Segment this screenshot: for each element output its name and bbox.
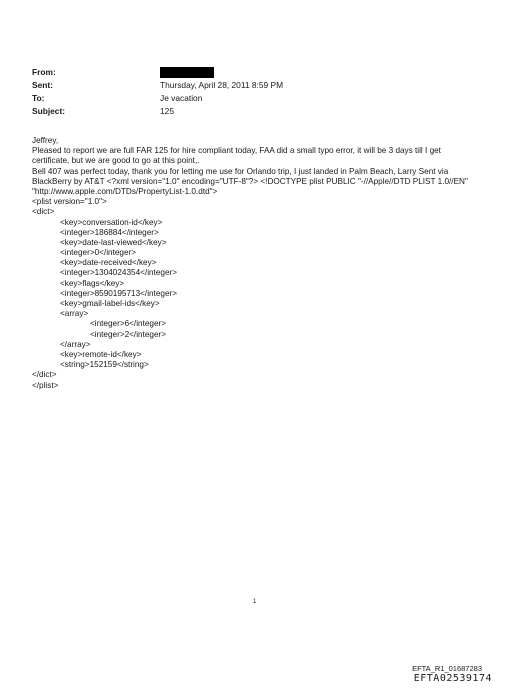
plist-array-line: <integer>2</integer> [90, 329, 167, 339]
to-row [32, 92, 472, 105]
to-value: Je vacation [160, 93, 203, 103]
sent-row [32, 79, 472, 92]
plist-line: <key>flags</key> [60, 278, 125, 288]
plist-line: <key>gmail-label-ids</key> [60, 299, 160, 308]
subject-value: 125 [160, 106, 174, 116]
plist-line: </plist> [32, 380, 59, 390]
plist-line: <integer>1304024354</integer> [60, 268, 178, 278]
from-row [32, 66, 472, 79]
plist-line: <key>remote-id</key> [60, 349, 142, 359]
plist-line: <string>152159</string> [60, 360, 149, 370]
body-line: BlackBerry by AT&T <?xml version="1.0" encoding="UTF-8"?> <!DOCTYPE plist PUBLIC "-//Apple//DTD PLIST 1.0//EN" [32, 176, 468, 186]
plist-line: </dict> [32, 370, 57, 380]
body-line: "http://www.apple.com/DTDs/PropertyList-1.0.dtd"> [32, 186, 218, 196]
plist-line: <integer>186884</integer> [60, 227, 159, 237]
from-value-redacted [160, 66, 214, 79]
email-header [32, 66, 472, 118]
greeting: Jeffrey, [32, 136, 59, 145]
sent-value: Thursday, April 28, 2011 8:59 PM [160, 80, 284, 90]
plist-line: </array> [60, 339, 91, 349]
page-number: 1 [253, 599, 257, 605]
body-line: Bell 407 was perfect today, thank you for letting me use for Orlando trip, I just landed in Palm Beach, Larry Sent via [32, 166, 449, 176]
sent-label: Sent: [32, 80, 53, 90]
plist-line: <key>date-received</key> [60, 258, 157, 268]
subject-label: Subject: [32, 106, 66, 116]
redaction-box [160, 67, 214, 78]
to-label: To: [32, 93, 45, 103]
plist-array-line: <integer>6</integer> [90, 319, 167, 329]
plist-line: <key>conversation-id</key> [60, 217, 163, 227]
plist-line: <integer>8590195713</integer> [60, 288, 178, 298]
body-line: Pleased to report we are full FAR 125 for hire compliant today, FAA did a small typo error, it will be 3 days till I get [32, 146, 441, 156]
subject-row [32, 105, 472, 118]
plist-line: <integer>0</integer> [60, 248, 137, 258]
plist-line: <key>date-last-viewed</key> [60, 237, 167, 247]
body-line: <plist version="1.0"> [32, 197, 107, 207]
from-label: From: [32, 67, 56, 77]
plist-line: <array> [60, 309, 89, 319]
body-line: <dict> [32, 207, 55, 217]
bates-stamp-secondary: EFTA02539174 [413, 673, 492, 684]
bates-stamp-primary: EFTA_R1_01687283 [412, 664, 482, 673]
email-body [32, 136, 480, 391]
body-line: certificate, but we are good to go at this point,. [32, 156, 200, 166]
